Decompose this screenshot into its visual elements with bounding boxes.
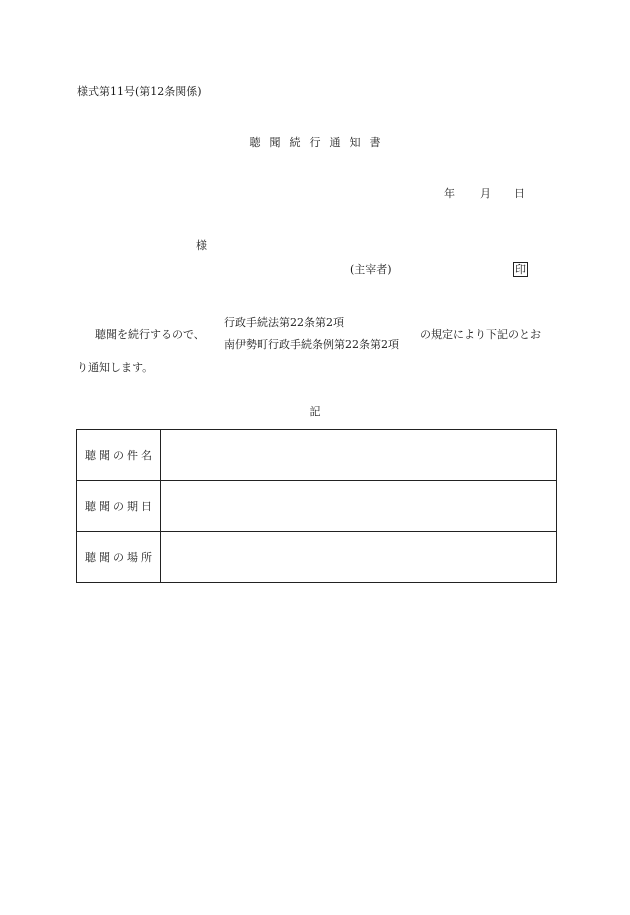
date-day-label: 日 xyxy=(514,187,525,200)
details-table xyxy=(76,429,557,583)
hearing-place-label: 聴聞の場所 xyxy=(77,532,161,583)
document-title: 聴聞続行通知書 xyxy=(249,136,390,149)
ordinance-reference: 南伊勢町行政手続条例第22条第2項 xyxy=(224,338,399,351)
law-reference: 行政手続法第22条第2項 xyxy=(224,316,344,329)
date-month-label: 月 xyxy=(480,187,491,200)
hearing-date-value xyxy=(161,481,557,532)
ki-heading: 記 xyxy=(309,405,321,418)
seal-stamp-mark: 印 xyxy=(515,263,526,276)
body-intro-text: 聴聞を続行するので、 xyxy=(95,328,205,341)
table-row xyxy=(77,532,557,583)
form-number: 様式第11号(第12条関係) xyxy=(77,85,202,98)
hearing-subject-value xyxy=(161,430,557,481)
hearing-date-label: 聴聞の期日 xyxy=(77,481,161,532)
sender-role: (主宰者) xyxy=(350,263,392,276)
body-continuation-text: の規定により下記のとお xyxy=(420,328,541,341)
hearing-place-value xyxy=(161,532,557,583)
table-row xyxy=(77,481,557,532)
table-row xyxy=(77,430,557,481)
addressee-honorific: 様 xyxy=(196,239,207,252)
body-ending-text: り通知します。 xyxy=(77,361,154,374)
date-year-label: 年 xyxy=(444,187,455,200)
hearing-subject-label: 聴聞の件名 xyxy=(77,430,161,481)
